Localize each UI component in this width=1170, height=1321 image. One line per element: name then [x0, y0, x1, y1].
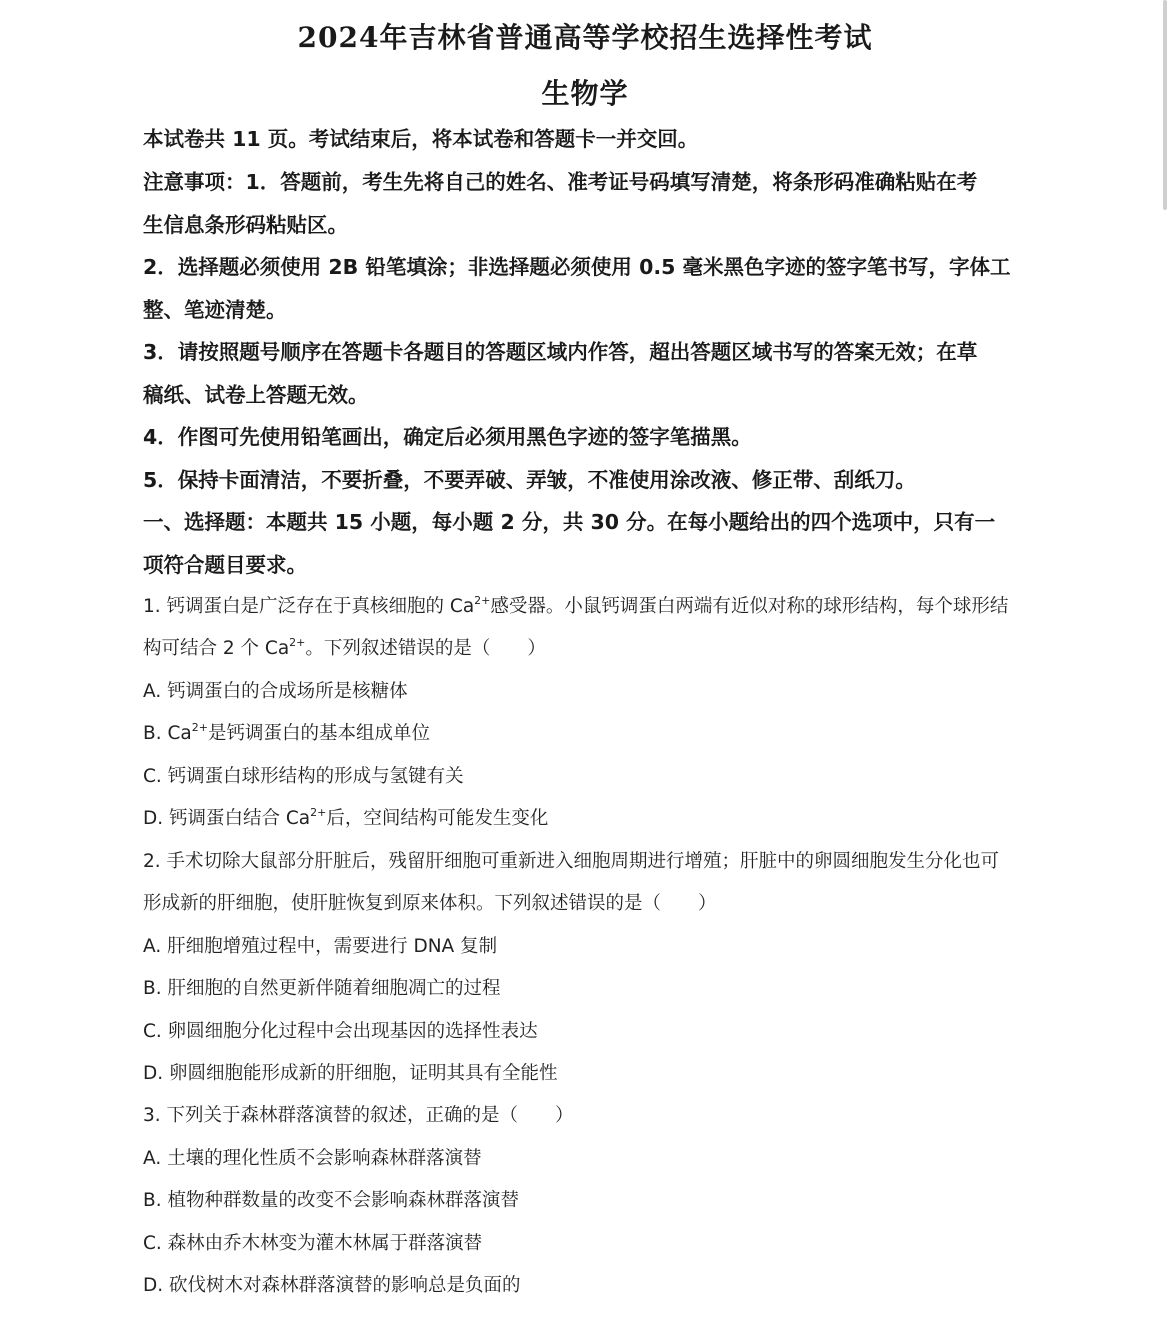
intro-text: 本试卷共 11 页。考试结束后，将本试卷和答题卡一并交回。 — [143, 127, 699, 151]
q3-option-d: D. 砍伐树木对森林群落演替的影响总是负面的 — [143, 1275, 521, 1296]
exam-title: 2024年吉林省普通高等学校招生选择性考试 — [297, 21, 873, 54]
section-heading-line-2: 项符合题目要求。 — [143, 553, 307, 577]
note-4: 4．作图可先使用铅笔画出，确定后必须用黑色字迹的签字笔描黑。 — [143, 425, 752, 449]
note-3-line-1: 3．请按照题号顺序在答题卡各题目的答题区域内作答，超出答题区域书写的答案无效；在草 — [143, 340, 978, 364]
note-5: 5．保持卡面清洁，不要折叠，不要弄破、弄皱，不准使用涂改液、修正带、刮纸刀。 — [143, 468, 916, 492]
section-heading-line-1: 一、选择题：本题共 15 小题，每小题 2 分，共 30 分。在每小题给出的四个选项中，只有一 — [143, 510, 996, 534]
q1-stem-line-1: 1. 钙调蛋白是广泛存在于真核细胞的 $Ca^{2+}$感受器。小鼠钙调蛋白两端有近似对称的球形结构，每个球形结 — [143, 594, 1009, 617]
note-3-line-2: 稿纸、试卷上答题无效。 — [143, 383, 369, 407]
q3-option-b: B. 植物种群数量的改变不会影响森林群落演替 — [143, 1190, 519, 1211]
q1-option-c: C. 钙调蛋白球形结构的形成与氢键有关 — [143, 766, 464, 787]
q1-option-a: A. 钙调蛋白的合成场所是核糖体 — [143, 681, 408, 702]
scrollbar-thumb[interactable] — [1163, 0, 1167, 210]
q3-stem: 3. 下列关于森林群落演替的叙述，正确的是（ ） — [143, 1105, 574, 1126]
note-1-line-1: 注意事项：1．答题前，考生先将自己的姓名、准考证号码填写清楚，将条形码准确粘贴在考 — [143, 170, 978, 194]
q1-option-d: D. 钙调蛋白结合 $Ca^{2+}$后，空间结构可能发生变化 — [143, 806, 549, 829]
note-1-line-2: 生信息条形码粘贴区。 — [143, 213, 348, 237]
q2-option-a: A. 肝细胞增殖过程中，需要进行 DNA 复制 — [143, 936, 498, 957]
q3-option-a: A. 土壤的理化性质不会影响森林群落演替 — [143, 1148, 482, 1169]
q3-option-c: C. 森林由乔木林变为灌木林属于群落演替 — [143, 1233, 483, 1254]
q2-option-d: D. 卵圆细胞能形成新的肝细胞，证明其具有全能性 — [143, 1063, 558, 1084]
note-2-line-2: 整、笔迹清楚。 — [143, 298, 287, 322]
q1-stem-line-2: 构可结合 2 个 $Ca^{2+}$。下列叙述错误的是（ ） — [143, 636, 546, 659]
scrollbar-track[interactable] — [1160, 0, 1170, 1321]
q1-option-b: B. $Ca^{2+}$是钙调蛋白的基本组成单位 — [143, 721, 430, 744]
subject-title: 生物学 — [541, 77, 629, 110]
q2-option-b: B. 肝细胞的自然更新伴随着细胞凋亡的过程 — [143, 978, 501, 999]
q2-option-c: C. 卵圆细胞分化过程中会出现基因的选择性表达 — [143, 1021, 538, 1042]
q2-stem-line-1: 2. 手术切除大鼠部分肝脏后，残留肝细胞可重新进入细胞周期进行增殖；肝脏中的卵圆细胞发生分化也可 — [143, 851, 1000, 872]
note-2-line-1: 2．选择题必须使用 2B 铅笔填涂；非选择题必须使用 0.5 毫米黑色字迹的签字笔书写，字体工 — [143, 255, 1011, 279]
q2-stem-line-2: 形成新的肝细胞，使肝脏恢复到原来体积。下列叙述错误的是（ ） — [143, 893, 717, 914]
